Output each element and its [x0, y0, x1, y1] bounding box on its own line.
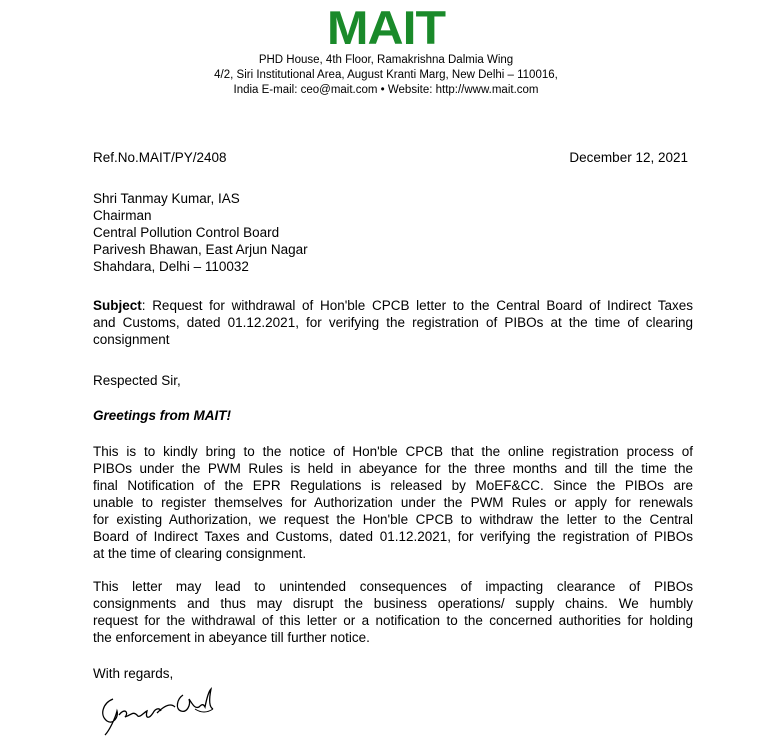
paragraph-1-line: for existing Authorization, we request the Hon'ble CPCB to withdraw the letter to the Central: [93, 512, 693, 527]
paragraph-1: [93, 443, 693, 562]
subject-label: Subject: [93, 298, 142, 313]
paragraph-2-line: This letter may lead to unintended consequences of impacting clearance of PIBOs: [93, 579, 693, 594]
greeting: Greetings from MAIT!: [93, 408, 232, 423]
subject-text-2: and Customs, dated 01.12.2021, for verifying the registration of PIBOs at the time of clearing: [93, 315, 693, 330]
paragraph-1-line: unable to register themselves for Authorization under the PWM Rules or apply for renewals: [93, 495, 693, 510]
recipient-city: Shahdara, Delhi – 110032: [93, 259, 249, 274]
subject-text-1: : Request for withdrawal of Hon'ble CPCB letter to the Central Board of Indirect Taxes: [141, 298, 693, 313]
paragraph-1-line: at the time of clearing consignment.: [93, 546, 307, 561]
recipient-organization: Central Pollution Control Board: [93, 225, 280, 240]
recipient-name: Shri Tanmay Kumar, IAS: [93, 191, 240, 206]
salutation: Respected Sir,: [93, 373, 181, 388]
paragraph-1-line: Board of Indirect Taxes and Customs, dated 01.12.2021, for verifying the registration of PIBOs: [93, 529, 693, 544]
letterhead-address-line1: PHD House, 4th Floor, Ramakrishna Dalmia Wing: [258, 54, 514, 66]
letterhead-address-line3: India E-mail: ceo@mait.com • Website: http://www.mait.com: [233, 84, 539, 96]
paragraph-2: [93, 578, 693, 646]
paragraph-1-line: final Notification of the EPR Regulations is released by MoEF&CC. Since the PIBOs are: [93, 478, 693, 493]
recipient-title: Chairman: [93, 208, 152, 223]
paragraph-1-line: This is to kindly bring to the notice of Hon'ble CPCB that the online registration process of: [93, 444, 693, 459]
recipient-address: [93, 190, 308, 275]
paragraph-1-line: PIBOs under the PWM Rules is held in abeyance for the three months and till the time the: [93, 461, 693, 476]
paragraph-2-line: the enforcement in abeyance till further notice.: [93, 630, 370, 645]
letterhead-address-line2: 4/2, Siri Institutional Area, August Kranti Marg, New Delhi – 110016,: [214, 69, 558, 81]
letter-date: December 12, 2021: [569, 150, 688, 165]
mait-logo: [0, 1, 772, 55]
reference-number: Ref.No.MAIT/PY/2408: [93, 150, 227, 165]
handwritten-signature: [95, 685, 225, 737]
closing: With regards,: [93, 666, 174, 681]
subject-text-3: consignment: [93, 332, 170, 347]
subject-line: [93, 297, 693, 348]
logo-text: MAIT: [326, 1, 446, 55]
paragraph-2-line: request for the withdrawal of this letter or a notification to the concerned authorities for holding: [93, 613, 693, 628]
recipient-street: Parivesh Bhawan, East Arjun Nagar: [93, 242, 308, 257]
paragraph-2-line: consignments and thus may disrupt the business operations/ supply chains. We humbly: [93, 596, 693, 611]
